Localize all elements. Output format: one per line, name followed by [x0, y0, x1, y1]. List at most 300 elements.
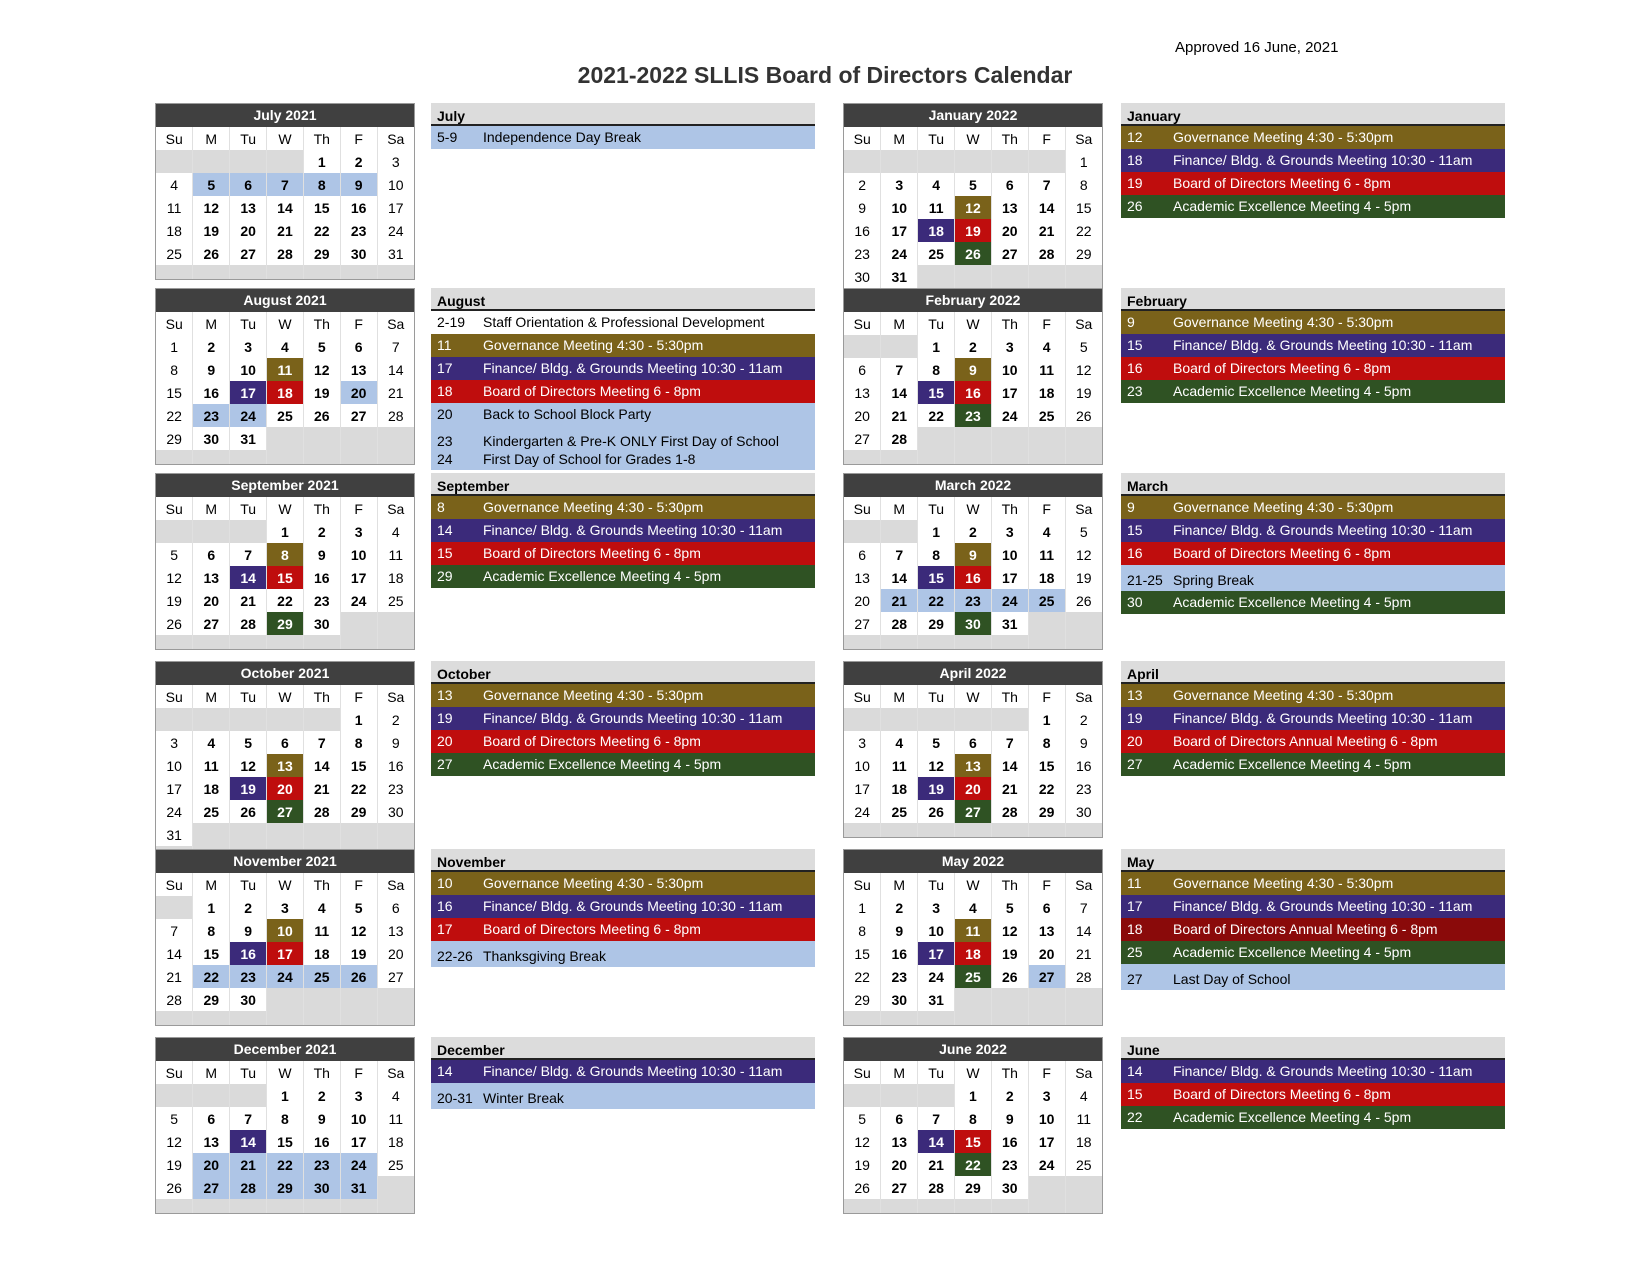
day-cell: 19 — [303, 381, 340, 404]
empty-day-cell — [991, 265, 1028, 288]
day-cell: 3 — [267, 896, 304, 919]
day-cell: 28 — [991, 800, 1028, 823]
day-cell: 4 — [1079, 1087, 1088, 1104]
day-cell: 31 — [340, 1176, 377, 1199]
event-title: Academic Excellence Meeting 4 - 5pm — [1173, 594, 1412, 610]
weekday-label: M — [881, 1061, 918, 1084]
empty-day-cell — [918, 1084, 955, 1107]
day-cell: 21 — [267, 219, 304, 242]
day-cell: 4 — [156, 173, 193, 196]
event-list-header: July — [431, 103, 815, 126]
event-row — [1121, 941, 1505, 964]
month-grid — [844, 127, 1102, 302]
day-cell: 10 — [156, 754, 193, 777]
event-row — [431, 334, 815, 357]
empty-day-cell — [230, 823, 267, 846]
event-title: Finance/ Bldg. & Grounds Meeting 10:30 - 11am — [1173, 1063, 1473, 1079]
event-list-header: April — [1121, 661, 1505, 684]
day-cell: 22 — [267, 589, 304, 612]
empty-day-cell — [1028, 1176, 1065, 1199]
day-cell: 10 — [267, 919, 304, 942]
day-cell: 27 — [267, 800, 304, 823]
event-row — [1121, 707, 1505, 730]
filler-row — [156, 1011, 414, 1025]
day-cell: 28 — [1028, 242, 1065, 265]
week-row — [156, 543, 414, 566]
day-cell: 9 — [955, 358, 992, 381]
day-cell: 18 — [1075, 1133, 1092, 1150]
filler-cell — [844, 823, 881, 837]
day-cell: 28 — [230, 612, 267, 635]
filler-cell — [193, 635, 230, 649]
day-cell: 8 — [918, 543, 955, 566]
event-list-header: May — [1121, 849, 1505, 872]
week-row — [156, 404, 414, 427]
empty-day-cell — [844, 150, 881, 173]
day-cell: 6 — [991, 173, 1028, 196]
event-row — [431, 941, 815, 967]
day-cell: 7 — [156, 919, 193, 942]
day-cell: 6 — [267, 731, 304, 754]
event-row — [431, 872, 815, 895]
filler-cell — [267, 450, 304, 464]
day-cell: 28 — [918, 1176, 955, 1199]
day-cell: 23 — [991, 1153, 1028, 1176]
day-cell: 18 — [193, 777, 230, 800]
weekday-row — [156, 497, 414, 520]
day-cell: 26 — [1075, 592, 1092, 609]
month-grid — [844, 497, 1102, 649]
week-row — [156, 800, 414, 823]
day-cell: 5 — [991, 896, 1028, 919]
weekday-label: Sa — [1075, 315, 1093, 332]
day-cell: 10 — [844, 754, 881, 777]
day-cell: 21 — [918, 1153, 955, 1176]
event-title: Kindergarten & Pre-K ONLY First Day of School — [483, 433, 779, 449]
event-title: Board of Directors Meeting 6 - 8pm — [1173, 360, 1391, 376]
weekday-label: W — [955, 685, 992, 708]
day-cell: 10 — [340, 1107, 377, 1130]
weekday-row — [844, 873, 1102, 896]
filler-cell — [918, 1199, 955, 1213]
event-row — [1121, 126, 1505, 149]
day-cell: 22 — [303, 219, 340, 242]
filler-cell — [340, 265, 377, 279]
empty-day-cell — [230, 708, 267, 731]
filler-cell — [844, 1199, 881, 1213]
event-row — [431, 542, 815, 565]
filler-row — [156, 635, 414, 649]
day-cell: 16 — [303, 566, 340, 589]
empty-day-cell — [267, 708, 304, 731]
event-title: Finance/ Bldg. & Grounds Meeting 10:30 - 11am — [1173, 710, 1473, 726]
day-cell: 20 — [844, 404, 881, 427]
day-cell: 26 — [303, 404, 340, 427]
day-cell: 29 — [156, 427, 193, 450]
day-cell: 17 — [340, 566, 377, 589]
event-title: Academic Excellence Meeting 4 - 5pm — [1173, 383, 1412, 399]
week-row — [156, 896, 414, 919]
day-cell: 2 — [991, 1084, 1028, 1107]
empty-day-cell — [267, 823, 304, 846]
month-header: June 2022 — [844, 1038, 1102, 1061]
event-row — [431, 1083, 815, 1109]
day-cell: 17 — [387, 199, 404, 216]
filler-cell — [230, 635, 267, 649]
month-calendar — [155, 288, 415, 465]
day-cell: 2 — [303, 520, 340, 543]
day-cell: 24 — [1028, 1153, 1065, 1176]
day-cell: 7 — [230, 543, 267, 566]
filler-cell — [156, 1011, 193, 1025]
week-row — [156, 173, 414, 196]
day-cell: 3 — [881, 173, 918, 196]
day-cell: 9 — [844, 196, 881, 219]
weekday-label: W — [955, 312, 992, 335]
week-row — [156, 1084, 414, 1107]
day-cell: 25 — [267, 404, 304, 427]
weekday-row — [156, 685, 414, 708]
day-cell: 1 — [1028, 708, 1065, 731]
day-cell: 6 — [193, 543, 230, 566]
event-date: 20 — [1127, 733, 1143, 749]
event-title: Governance Meeting 4:30 - 5:30pm — [1173, 499, 1394, 515]
day-cell: 22 — [156, 404, 193, 427]
weekday-label: Tu — [230, 127, 267, 150]
weekday-label: Tu — [918, 312, 955, 335]
day-cell: 31 — [387, 245, 404, 262]
day-cell: 13 — [991, 196, 1028, 219]
event-title: Academic Excellence Meeting 4 - 5pm — [483, 568, 722, 584]
event-list-header: December — [431, 1037, 815, 1060]
week-row — [844, 219, 1102, 242]
empty-day-cell — [156, 1084, 193, 1107]
day-cell: 4 — [267, 335, 304, 358]
day-cell: 8 — [844, 919, 881, 942]
empty-day-cell — [193, 520, 230, 543]
week-row — [156, 708, 414, 731]
day-cell: 4 — [881, 731, 918, 754]
event-date: 10 — [437, 875, 453, 891]
event-row — [1121, 357, 1505, 380]
event-date: 15 — [1127, 522, 1143, 538]
event-date: 29 — [437, 568, 453, 584]
week-row — [844, 404, 1102, 427]
day-cell: 7 — [391, 338, 400, 355]
weekday-label: Su — [156, 127, 193, 150]
day-cell: 4 — [1028, 335, 1065, 358]
filler-cell — [1065, 635, 1102, 649]
event-row — [1121, 964, 1505, 990]
filler-cell — [193, 1199, 230, 1213]
empty-day-cell — [340, 988, 377, 1011]
day-cell: 9 — [193, 358, 230, 381]
event-date: 16 — [437, 898, 453, 914]
day-cell: 20 — [387, 945, 404, 962]
month-grid — [844, 1061, 1102, 1213]
day-cell: 14 — [156, 942, 193, 965]
day-cell: 19 — [955, 219, 992, 242]
day-cell: 1 — [193, 896, 230, 919]
month-header: August 2021 — [156, 289, 414, 312]
day-cell: 22 — [267, 1153, 304, 1176]
week-row — [156, 589, 414, 612]
month-calendar — [843, 288, 1103, 465]
event-date: 19 — [1127, 175, 1143, 191]
empty-day-cell — [881, 1084, 918, 1107]
event-title: Back to School Block Party — [483, 406, 652, 422]
day-cell: 26 — [340, 965, 377, 988]
day-cell: 28 — [303, 800, 340, 823]
day-cell: 24 — [340, 589, 377, 612]
event-title: Board of Directors Meeting 6 - 8pm — [483, 383, 701, 399]
empty-day-cell — [918, 150, 955, 173]
day-cell: 9 — [303, 1107, 340, 1130]
week-row — [156, 731, 414, 754]
event-date: 16 — [1127, 360, 1143, 376]
empty-day-cell — [955, 988, 992, 1011]
week-row — [156, 1130, 414, 1153]
empty-day-cell — [881, 335, 918, 358]
day-cell: 20 — [340, 381, 377, 404]
day-cell: 5 — [844, 1107, 881, 1130]
day-cell: 27 — [955, 800, 992, 823]
weekday-label: M — [193, 685, 230, 708]
day-cell: 28 — [1075, 968, 1092, 985]
empty-day-cell — [1065, 1176, 1102, 1199]
event-list — [431, 661, 815, 776]
day-cell: 7 — [1079, 899, 1088, 916]
day-cell: 29 — [1075, 245, 1092, 262]
day-cell: 29 — [267, 1176, 304, 1199]
filler-cell — [267, 1199, 304, 1213]
day-cell: 24 — [844, 800, 881, 823]
day-cell: 1 — [340, 708, 377, 731]
weekday-label: M — [881, 127, 918, 150]
event-date: 5-9 — [437, 129, 458, 145]
weekday-label: Th — [991, 312, 1028, 335]
day-cell: 23 — [955, 404, 992, 427]
day-cell: 11 — [388, 546, 404, 563]
week-row — [844, 335, 1102, 358]
empty-day-cell — [1028, 427, 1065, 450]
weekday-label: F — [1028, 312, 1065, 335]
weekday-label: Su — [844, 1061, 881, 1084]
day-cell: 25 — [303, 965, 340, 988]
day-cell: 8 — [918, 358, 955, 381]
empty-day-cell — [1028, 150, 1065, 173]
event-row — [431, 707, 815, 730]
month-grid — [844, 685, 1102, 837]
day-cell: 6 — [844, 358, 881, 381]
day-cell: 3 — [844, 731, 881, 754]
filler-cell — [955, 450, 992, 464]
event-row — [1121, 311, 1505, 334]
weekday-label: Th — [303, 497, 340, 520]
day-cell: 1 — [303, 150, 340, 173]
day-cell: 11 — [1028, 543, 1065, 566]
month-grid — [156, 127, 414, 279]
month-grid — [844, 873, 1102, 1025]
filler-cell — [340, 1199, 377, 1213]
day-cell: 5 — [156, 1107, 193, 1130]
weekday-row — [844, 685, 1102, 708]
event-row — [431, 895, 815, 918]
day-cell: 25 — [193, 800, 230, 823]
event-date: 24 — [437, 451, 453, 467]
filler-cell — [844, 1011, 881, 1025]
filler-cell — [156, 265, 193, 279]
month-calendar — [155, 849, 415, 1026]
event-title: Governance Meeting 4:30 - 5:30pm — [483, 499, 704, 515]
day-cell: 9 — [955, 543, 992, 566]
week-row — [156, 335, 414, 358]
event-date: 9 — [1127, 314, 1135, 330]
weekday-label: F — [340, 312, 377, 335]
week-row — [844, 381, 1102, 404]
event-row — [1121, 542, 1505, 565]
event-row — [431, 730, 815, 753]
filler-cell — [881, 635, 918, 649]
empty-day-cell — [1028, 988, 1065, 1011]
weekday-label: Sa — [387, 315, 405, 332]
weekday-label: M — [193, 127, 230, 150]
week-row — [844, 965, 1102, 988]
day-cell: 11 — [267, 358, 304, 381]
day-cell: 4 — [391, 523, 400, 540]
empty-day-cell — [1028, 265, 1065, 288]
week-row — [156, 427, 414, 450]
filler-cell — [156, 450, 193, 464]
day-cell: 27 — [193, 612, 230, 635]
week-row — [156, 566, 414, 589]
day-cell: 30 — [881, 988, 918, 1011]
weekday-label: W — [267, 873, 304, 896]
day-cell: 13 — [387, 922, 404, 939]
weekday-row — [844, 127, 1102, 150]
day-cell: 6 — [340, 335, 377, 358]
day-cell: 24 — [991, 404, 1028, 427]
weekday-label: Sa — [1075, 688, 1093, 705]
day-cell: 3 — [156, 731, 193, 754]
event-date: 20 — [437, 406, 453, 422]
day-cell: 8 — [340, 731, 377, 754]
empty-day-cell — [193, 823, 230, 846]
empty-day-cell — [156, 150, 193, 173]
empty-day-cell — [340, 612, 377, 635]
empty-day-cell — [377, 612, 414, 635]
filler-cell — [156, 635, 193, 649]
weekday-label: Su — [156, 497, 193, 520]
event-row — [431, 753, 815, 776]
event-row — [1121, 918, 1505, 941]
event-date: 13 — [437, 687, 453, 703]
day-cell: 3 — [991, 520, 1028, 543]
day-cell: 31 — [230, 427, 267, 450]
week-row — [156, 777, 414, 800]
empty-day-cell — [881, 520, 918, 543]
day-cell: 20 — [267, 777, 304, 800]
empty-day-cell — [918, 265, 955, 288]
day-cell: 7 — [881, 358, 918, 381]
day-cell: 26 — [918, 800, 955, 823]
event-list — [1121, 288, 1505, 403]
day-cell: 23 — [387, 780, 404, 797]
day-cell: 29 — [1028, 800, 1065, 823]
day-cell: 22 — [955, 1153, 992, 1176]
week-row — [844, 777, 1102, 800]
week-row — [844, 800, 1102, 823]
event-list — [431, 288, 815, 470]
empty-day-cell — [991, 988, 1028, 1011]
day-cell: 15 — [918, 381, 955, 404]
event-list-header: November — [431, 849, 815, 872]
event-date: 15 — [1127, 1086, 1143, 1102]
day-cell: 26 — [955, 242, 992, 265]
day-cell: 12 — [1075, 546, 1092, 563]
day-cell: 29 — [303, 242, 340, 265]
event-list-header: August — [431, 288, 815, 311]
event-date: 23 — [1127, 383, 1143, 399]
event-row — [431, 496, 815, 519]
day-cell: 15 — [1028, 754, 1065, 777]
empty-day-cell — [156, 708, 193, 731]
day-cell: 27 — [844, 427, 881, 450]
event-date: 18 — [1127, 921, 1143, 937]
filler-cell — [267, 635, 304, 649]
day-cell: 13 — [193, 1130, 230, 1153]
day-cell: 15 — [1075, 199, 1092, 216]
day-cell: 11 — [955, 919, 992, 942]
empty-day-cell — [303, 988, 340, 1011]
empty-day-cell — [955, 150, 992, 173]
empty-day-cell — [193, 150, 230, 173]
filler-row — [844, 823, 1102, 837]
weekday-label: M — [193, 312, 230, 335]
weekday-label: F — [340, 873, 377, 896]
empty-day-cell — [377, 988, 414, 1011]
day-cell: 1 — [1079, 153, 1088, 170]
week-row — [844, 566, 1102, 589]
event-date: 16 — [1127, 545, 1143, 561]
day-cell: 19 — [991, 942, 1028, 965]
day-cell: 24 — [991, 589, 1028, 612]
event-title: Thanksgiving Break — [483, 948, 606, 964]
weekday-label: W — [267, 312, 304, 335]
day-cell: 22 — [844, 965, 881, 988]
weekday-row — [844, 497, 1102, 520]
day-cell: 10 — [230, 358, 267, 381]
day-cell: 12 — [1075, 361, 1092, 378]
empty-day-cell — [267, 988, 304, 1011]
event-title: Finance/ Bldg. & Grounds Meeting 10:30 - 11am — [483, 898, 783, 914]
day-cell: 7 — [991, 731, 1028, 754]
filler-cell — [881, 1011, 918, 1025]
event-row — [1121, 380, 1505, 403]
day-cell: 8 — [955, 1107, 992, 1130]
filler-cell — [230, 450, 267, 464]
day-cell: 24 — [918, 965, 955, 988]
event-date: 15 — [437, 545, 453, 561]
weekday-label: M — [193, 1061, 230, 1084]
filler-cell — [267, 1011, 304, 1025]
week-row — [156, 1176, 414, 1199]
day-cell: 26 — [230, 800, 267, 823]
day-cell: 15 — [193, 942, 230, 965]
event-title: Academic Excellence Meeting 4 - 5pm — [1173, 944, 1412, 960]
filler-cell — [955, 1199, 992, 1213]
event-title: Board of Directors Meeting 6 - 8pm — [483, 921, 701, 937]
